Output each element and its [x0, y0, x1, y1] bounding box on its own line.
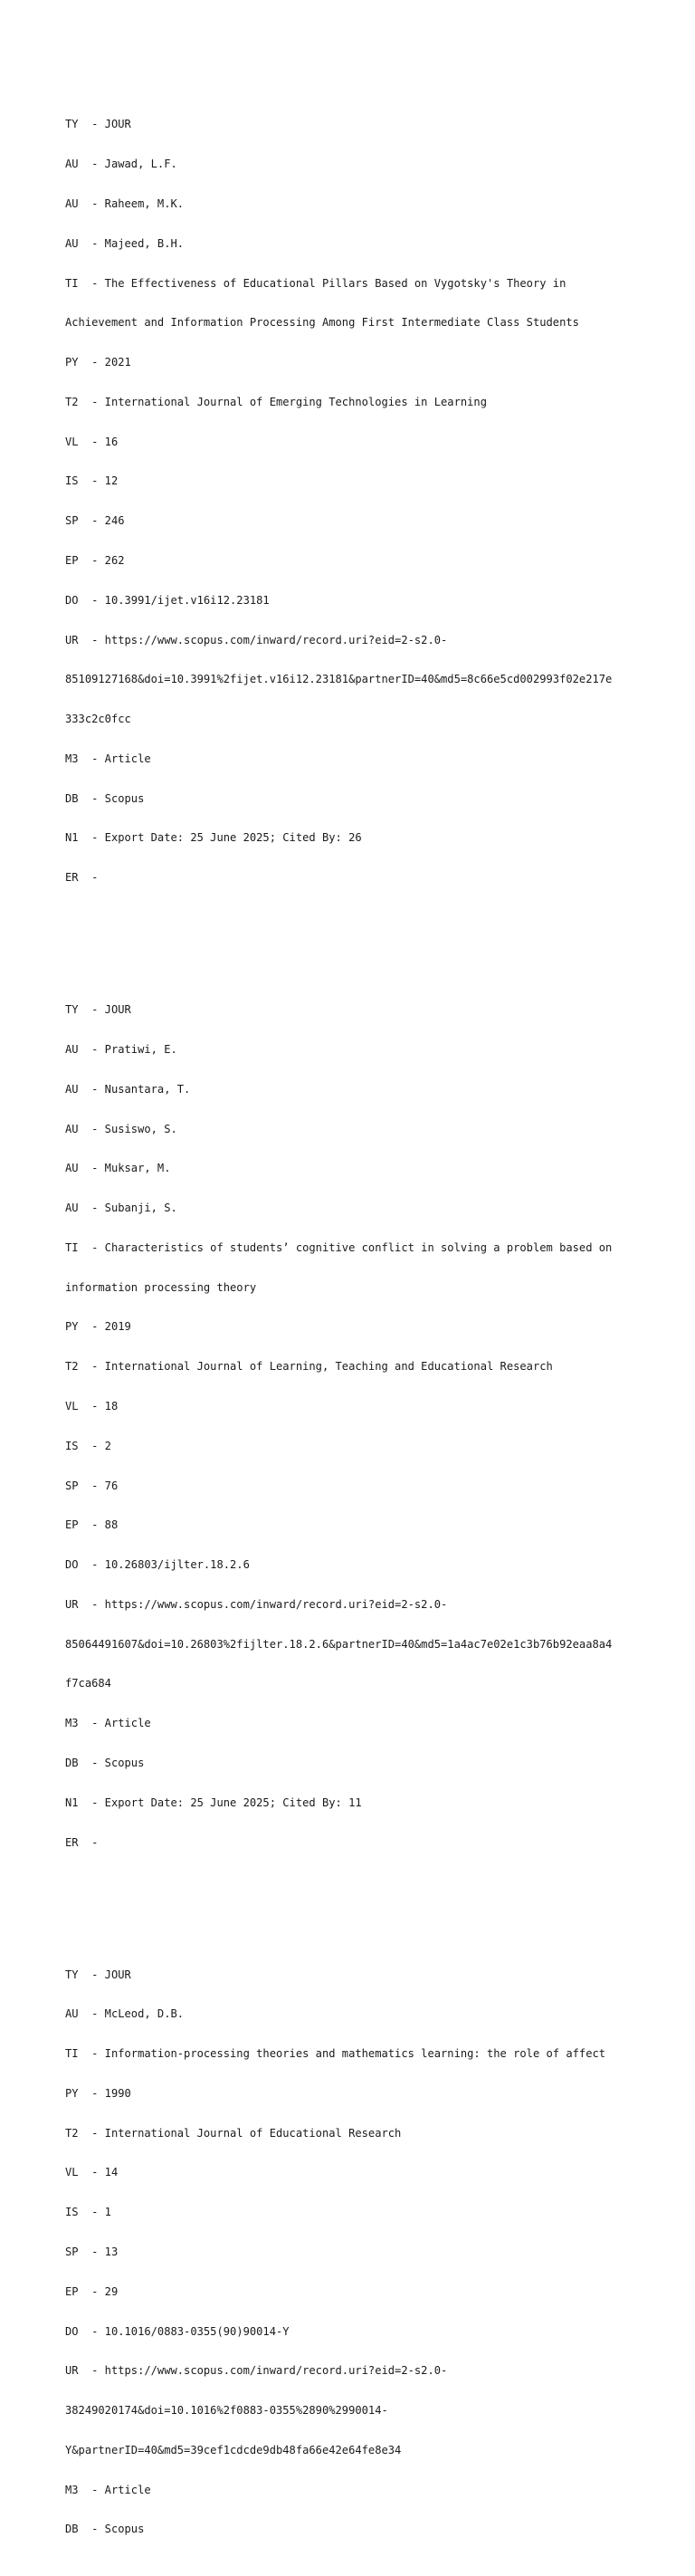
record-line: DB - Scopus — [65, 791, 145, 805]
record-line: SP - 76 — [65, 1479, 119, 1492]
record-line: EP - 262 — [65, 553, 125, 567]
record-line: TY - JOUR — [65, 1968, 131, 1981]
record-separator — [65, 1902, 644, 1916]
ris-document — [65, 65, 644, 2576]
record-line: VL - 16 — [65, 435, 119, 448]
record-line: ER - — [65, 1835, 99, 1849]
record-separator — [65, 937, 644, 951]
record-line: ER - — [65, 871, 99, 885]
record-line: Achievement and Information Processing Among First Intermediate Class Students — [65, 316, 579, 330]
record-mcleod-1990 — [65, 1941, 644, 2562]
record-line: AU - Muksar, M. — [65, 1162, 171, 1175]
record-line: TI - Information-processing theories and mathematics learning: the role of affect — [65, 2047, 606, 2061]
record-line: IS - 12 — [65, 474, 119, 488]
record-line: VL - 18 — [65, 1399, 119, 1412]
record-line: UR - https://www.scopus.com/inward/record.uri?eid=2-s2.0- — [65, 2364, 448, 2378]
record-line: PY - 2021 — [65, 356, 131, 369]
record-line: AU - Raheem, M.K. — [65, 196, 185, 210]
record-line: AU - Subanji, S. — [65, 1202, 177, 1215]
record-line: AU - Pratiwi, E. — [65, 1042, 177, 1056]
record-line: VL - 14 — [65, 2166, 119, 2179]
record-line: IS - 1 — [65, 2206, 111, 2219]
record-line: M3 - Article — [65, 2483, 151, 2496]
record-jawad-2021 — [65, 91, 644, 911]
record-line: DO - 10.26803/ijlter.18.2.6 — [65, 1558, 250, 1572]
record-line: TI - The Effectiveness of Educational Pillars Based on Vygotsky's Theory in — [65, 276, 566, 290]
record-line: PY - 1990 — [65, 2086, 131, 2100]
record-line: M3 - Article — [65, 1717, 151, 1730]
record-line: AU - Jawad, L.F. — [65, 158, 177, 171]
record-line: UR - https://www.scopus.com/inward/record.uri?eid=2-s2.0- — [65, 633, 448, 646]
record-line: SP - 13 — [65, 2245, 119, 2258]
record-line: T2 - International Journal of Emerging Technologies in Learning — [65, 395, 487, 408]
record-line: TI - Characteristics of students’ cognitive conflict in solving a problem based on — [65, 1240, 613, 1254]
record-line: DB - Scopus — [65, 1757, 145, 1769]
record-line: DO - 10.1016/0883-0355(90)90014-Y — [65, 2324, 290, 2338]
record-line: N1 - Export Date: 25 June 2025; Cited By: 11 — [65, 1796, 362, 1809]
record-line: f7ca684 — [65, 1677, 111, 1690]
record-line: 38249020174&doi=10.1016%2f0883-0355%2890%2990014- — [65, 2404, 388, 2418]
record-line: EP - 88 — [65, 1518, 119, 1532]
record-line: EP - 29 — [65, 2284, 119, 2298]
record-line: AU - Nusantara, T. — [65, 1082, 191, 1096]
record-line: 333c2c0fcc — [65, 713, 131, 726]
record-line: AU - McLeod, D.B. — [65, 2007, 185, 2021]
record-line: N1 - Export Date: 25 June 2025; Cited By: 26 — [65, 831, 362, 845]
record-line: 85064491607&doi=10.26803%2fijlter.18.2.6&partnerID=40&md5=1a4ac7e02e1c3b76b92eaa8a4 — [65, 1637, 613, 1651]
record-line: T2 - International Journal of Learning, Teaching and Educational Research — [65, 1360, 553, 1374]
record-pratiwi-2019 — [65, 977, 644, 1875]
record-line: M3 - Article — [65, 752, 151, 765]
record-line: AU - Majeed, B.H. — [65, 236, 185, 250]
record-line: PY - 2019 — [65, 1320, 131, 1334]
record-line: IS - 2 — [65, 1439, 111, 1452]
record-line: Y&partnerID=40&md5=39cef1cdcde9db48fa66e42e64fe8e34 — [65, 2443, 402, 2456]
record-line: 85109127168&doi=10.3991%2fijet.v16i12.23181&partnerID=40&md5=8c66e5cd002993f02e217e — [65, 673, 613, 686]
record-line: UR - https://www.scopus.com/inward/record.uri?eid=2-s2.0- — [65, 1597, 448, 1611]
record-line: information processing theory — [65, 1280, 257, 1294]
record-line: TY - JOUR — [65, 118, 131, 131]
record-line: TY - JOUR — [65, 1003, 131, 1017]
record-line: SP - 246 — [65, 514, 125, 528]
record-line: T2 - International Journal of Educational Research — [65, 2126, 402, 2140]
record-line: DO - 10.3991/ijet.v16i12.23181 — [65, 593, 270, 607]
record-line: AU - Susiswo, S. — [65, 1122, 177, 1135]
record-line: DB - Scopus — [65, 2523, 145, 2536]
